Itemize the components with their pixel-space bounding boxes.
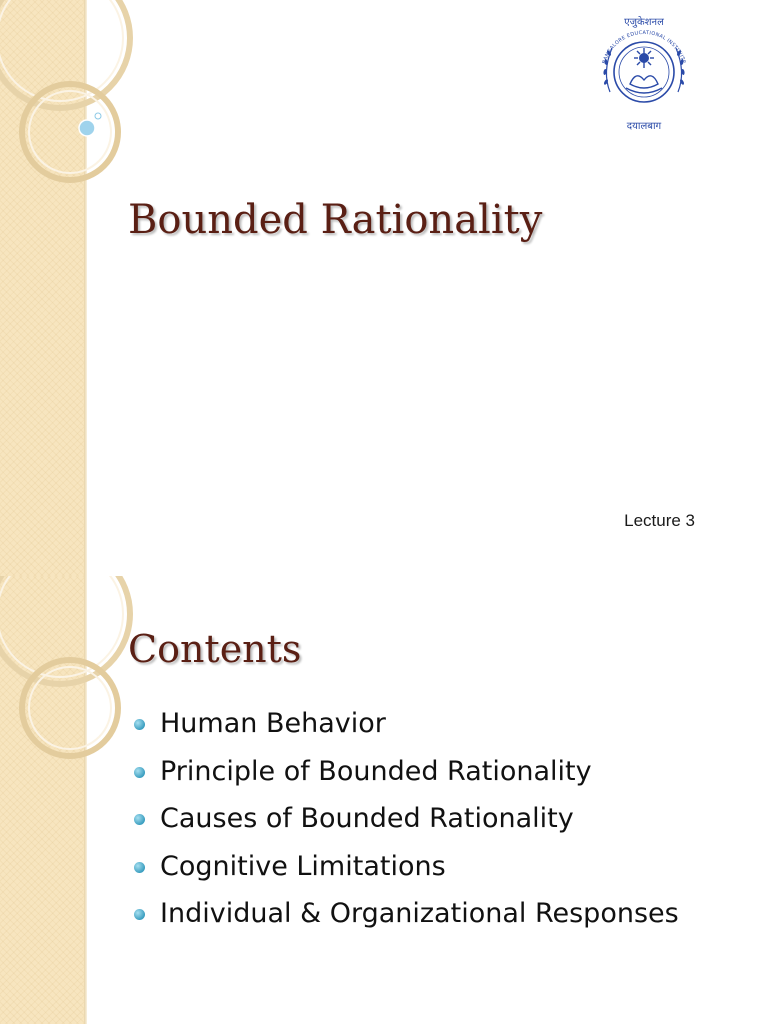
circles-decoration-icon xyxy=(0,576,140,776)
contents-list xyxy=(134,700,679,938)
list-item xyxy=(134,843,679,891)
institute-emblem xyxy=(582,8,706,138)
lecture-subtitle: Lecture 3 xyxy=(624,511,695,530)
slide-title: Bounded Rationality xyxy=(128,197,543,243)
circles-decoration-icon xyxy=(0,0,140,200)
list-item xyxy=(134,890,679,938)
svg-text:एजुकेशनल: एजुकेशनल xyxy=(624,17,664,28)
bullet-icon xyxy=(134,814,145,825)
list-item-text: Human Behavior xyxy=(160,708,386,739)
bullet-icon xyxy=(134,862,145,873)
svg-text:BANGALORE EDUCATIONAL INSTITUT: BANGALORE EDUCATIONAL INSTITUTE xyxy=(601,29,687,65)
list-item xyxy=(134,748,679,796)
svg-text:दयालबाग: दयालबाग xyxy=(626,121,662,132)
list-item xyxy=(134,700,679,748)
institute-emblem-icon xyxy=(582,8,706,138)
bullet-icon xyxy=(134,909,145,920)
bullet-icon xyxy=(134,719,145,730)
slide-title: Contents xyxy=(128,627,302,671)
list-item-text: Cognitive Limitations xyxy=(160,850,446,882)
list-item-text: Principle of Bounded Rationality xyxy=(160,755,592,787)
list-item xyxy=(134,795,679,843)
list-item-text: Causes of Bounded Rationality xyxy=(160,803,574,834)
bullet-icon xyxy=(134,767,145,778)
contents-slide xyxy=(0,576,768,1024)
list-item-text: Individual & Organizational Responses xyxy=(160,898,679,929)
